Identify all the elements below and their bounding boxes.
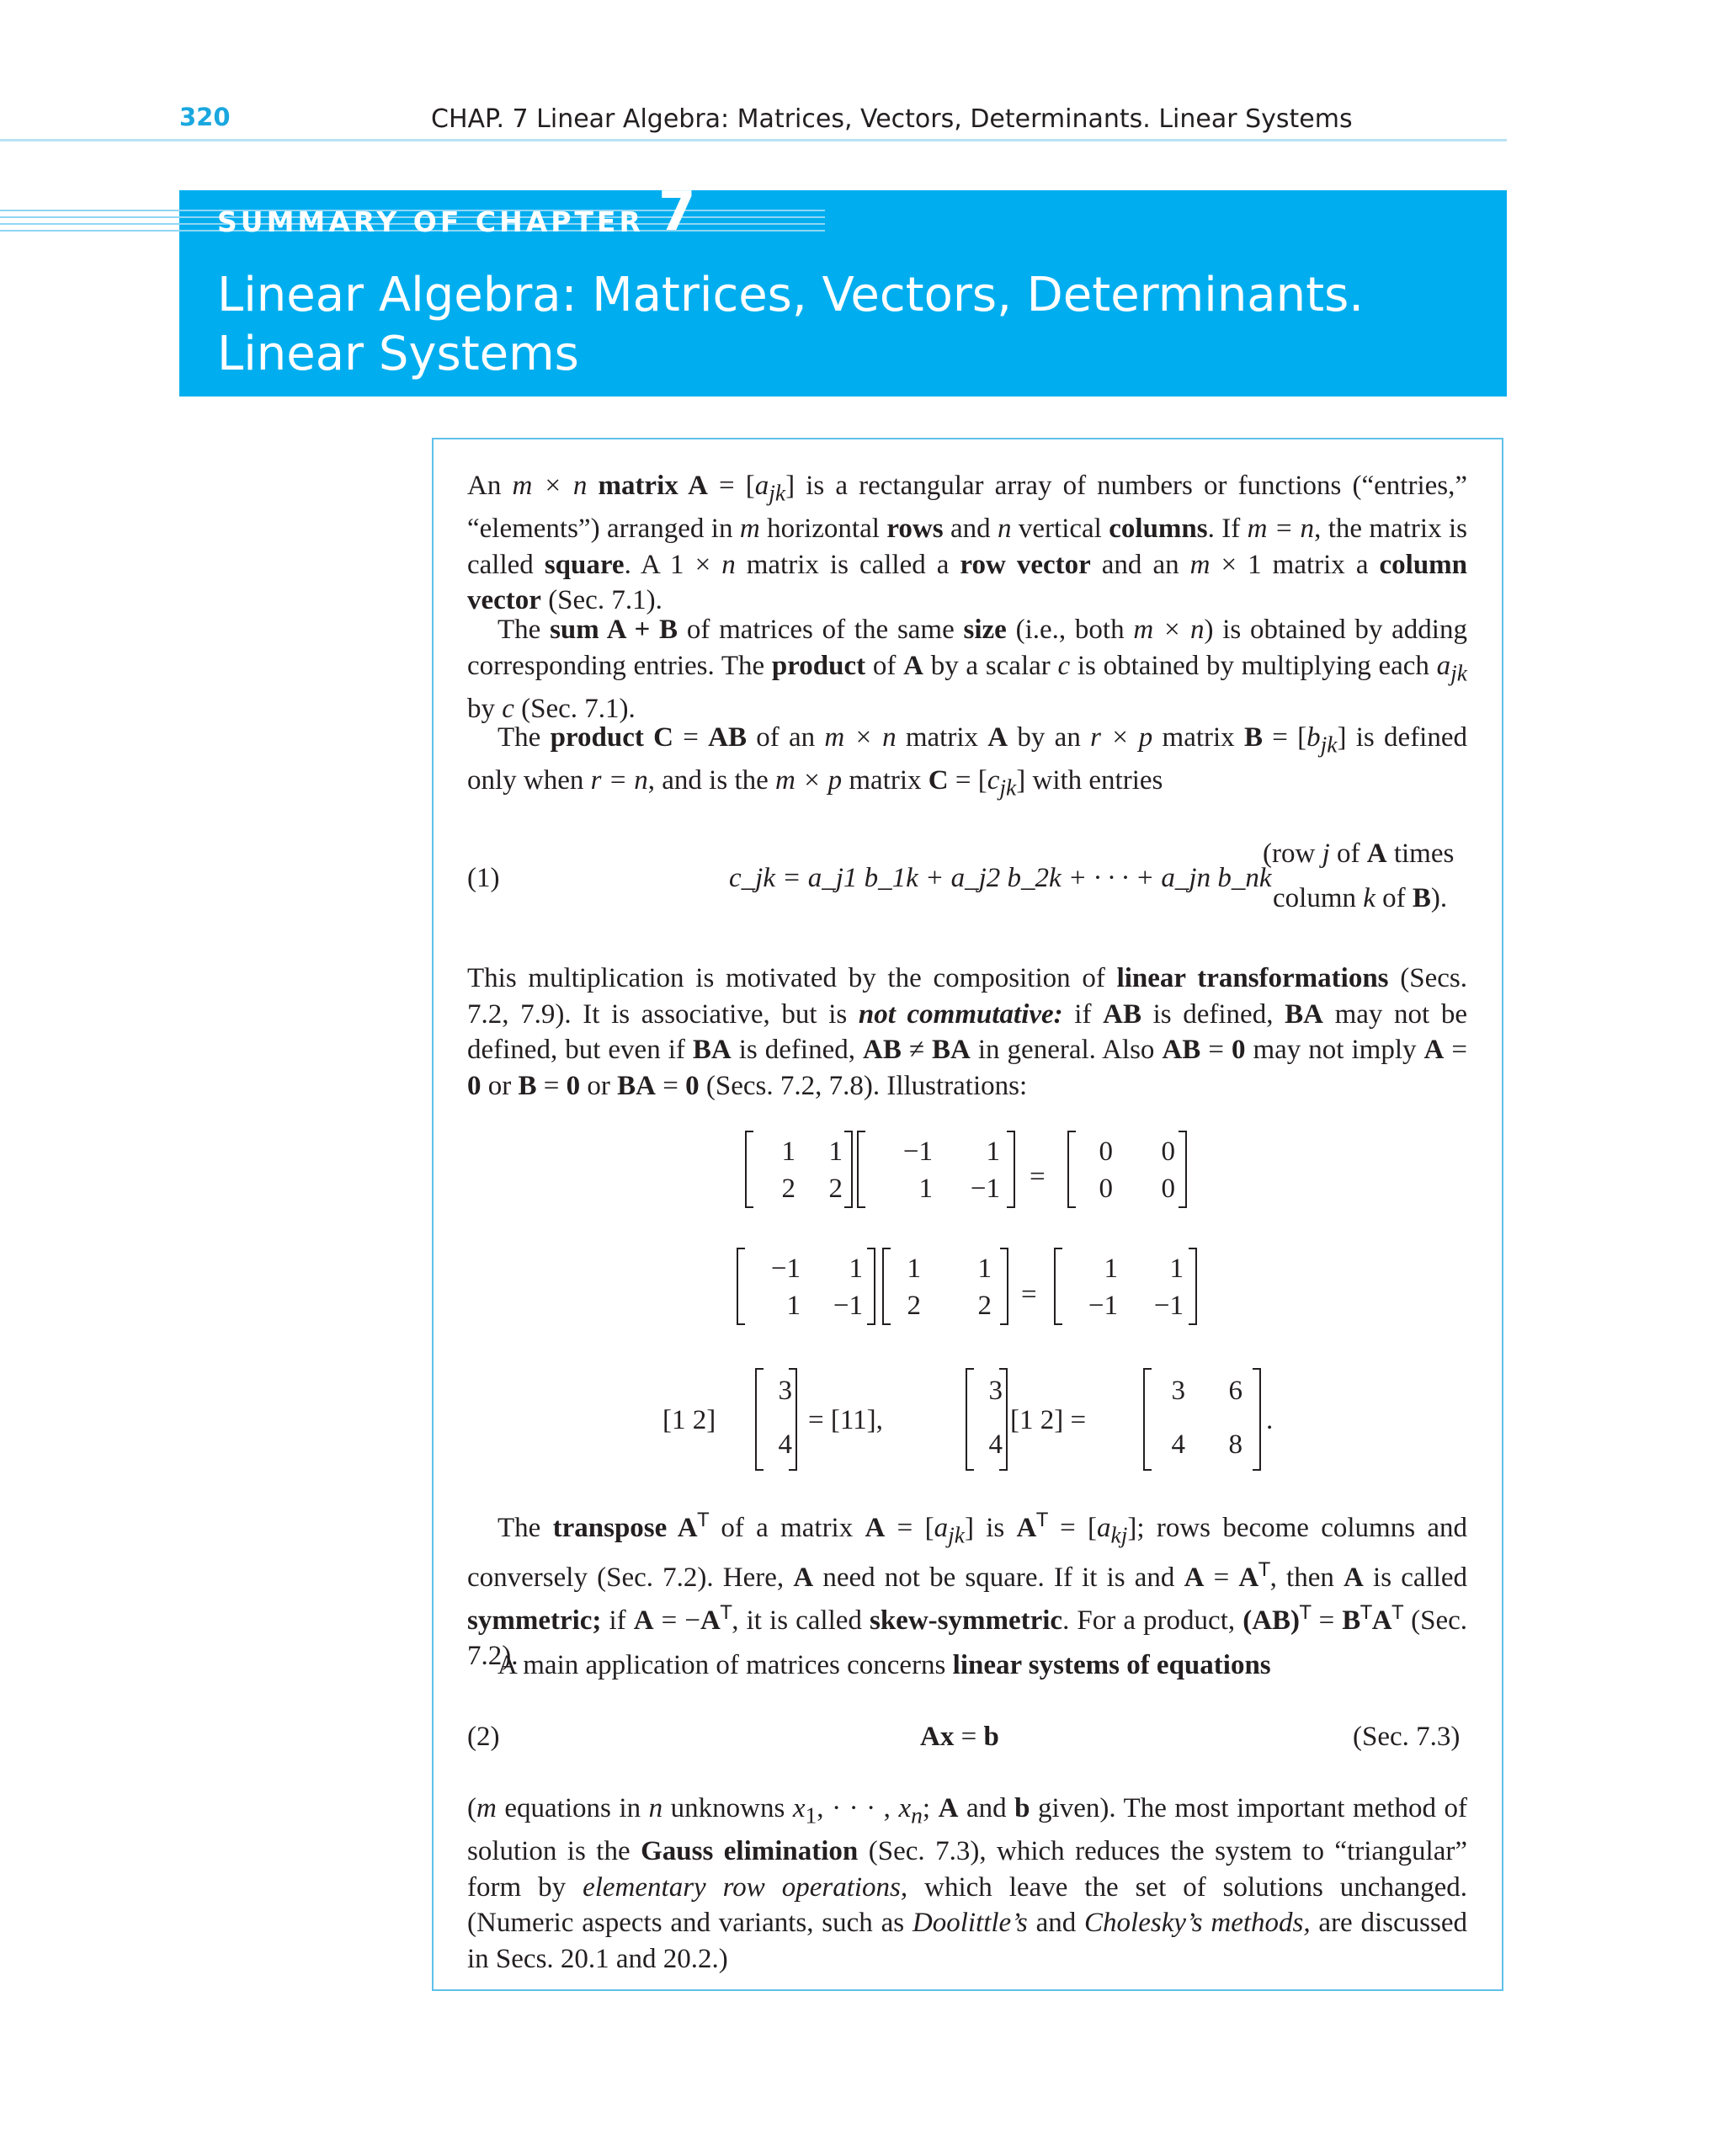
column-vector-right: 3 4: [966, 1368, 1008, 1471]
column-vector-left: 3 4: [755, 1368, 797, 1471]
running-head: CHAP. 7 Linear Algebra: Matrices, Vectors, Determinants. Linear Systems: [431, 104, 1353, 134]
equals-sign: =: [1030, 1162, 1046, 1192]
equation-2-formula: Ax = b: [920, 1722, 999, 1752]
paragraph-matrix-product: The product C = AB of an m × n matrix A by an r × p matrix $B = [b_{jk}]$ is defined only when r = n, and is the m × p matrix $C = [c_{jk}]$ with entries: [467, 722, 1467, 801]
row-vector-right: [1 2] =: [1010, 1405, 1087, 1435]
matrix-r2-m1: −1 1 1 −1: [737, 1248, 875, 1325]
matrix-r2-m3: 1 1 −1 −1: [1054, 1248, 1197, 1325]
matrix-r2-m2: 1 1 2 2: [882, 1248, 1008, 1325]
header-rule: [0, 139, 1507, 141]
paragraph-transpose: The transpose $A^T$ of a matrix $A = [a_{jk}]$ is $A^T = [a_{kj}]$; rows become columns and conversely (Sec. 7.2). Here, A need not be square. If it is and $A = A^T$, then A is called symmetric; if $A = -A^T$, it is called skew-symmetric. For a product, $(AB)^T = B^TA^T$ (Sec. 7.2).: [467, 1510, 1468, 1672]
paragraph-not-commutative: This multiplication is motivated by the composition of linear transformations (Secs. 7.2, 7.9). It is associative, but is not commutative: if AB is defined, BA may not be defined, but even if BA is defined, AB ≠ BA in general. Also AB = 0 may not imply A = 0 or B = 0 or BA = 0 (Secs. 7.2, 7.8). Illustrations:: [467, 963, 1467, 1101]
summary-label: SUMMARY OF CHAPTER: [217, 205, 644, 238]
outer-product-result: 3 6 4 8: [1143, 1368, 1261, 1471]
paragraph-gauss-elimination: (m equations in n unknowns $x_1$, · · · , $x_n$; A and b given). The most important method of solution is the Gauss elimination (Sec. 7.3), which reduces the system to “triangular” form by elementary row operations, which leave the set of solutions unchanged. (Numeric aspects and variants, such as Doolittle’s and Cholesky’s methods, are discussed in Secs. 20.1 and 20.2.): [467, 1793, 1467, 1974]
page-number: 320: [179, 103, 231, 131]
matrix-r1-m3: 0 0 0 0: [1067, 1131, 1187, 1208]
paragraph-linear-systems-intro: A main application of matrices concerns linear systems of equations: [498, 1650, 1271, 1680]
equation-1-note-line-2: column k of B).: [1273, 883, 1448, 913]
inner-product-result: = [11],: [808, 1405, 883, 1435]
paragraph-sum-product: The sum A + B of matrices of the same size (i.e., both m × n) is obtained by adding corresponding entries. The product of A by a scalar c is obtained by multiplying each $a_{jk}$ by c (Sec. 7.1).: [467, 615, 1468, 724]
paragraph-matrix-definition: An m × n matrix $A = [a_{jk}]$ is a rectangular array of numbers or functions (“entries,” “elements”) arranged in m horizontal rows and n vertical columns. If m = n, the matrix is called square. A 1 × n matrix is called a row vector and an m × 1 matrix a column vector (Sec. 7.1).: [467, 471, 1468, 616]
row-vector-left: [1 2]: [662, 1405, 716, 1435]
equation-2-reference: (Sec. 7.3): [1353, 1722, 1461, 1752]
chapter-title-line-1: Linear Algebra: Matrices, Vectors, Determinants.: [217, 268, 1365, 322]
illustration-period: .: [1266, 1405, 1274, 1435]
equation-1-formula: c_jk = a_j1 b_1k + a_j2 b_2k + · · · + a_jn b_nk: [729, 863, 1272, 893]
equation-1-note-line-1: (row j of A times: [1263, 838, 1455, 869]
matrix-r1-m2: −1 1 1 −1: [857, 1131, 1015, 1208]
equation-1-number: (1): [467, 863, 500, 893]
chapter-title-line-2: Linear Systems: [217, 327, 579, 381]
chapter-number: 7: [658, 181, 696, 243]
matrix-r1-m1: 1 1 2 2: [745, 1131, 853, 1208]
equation-2-number: (2): [467, 1722, 500, 1752]
equals-sign: =: [1021, 1280, 1037, 1310]
